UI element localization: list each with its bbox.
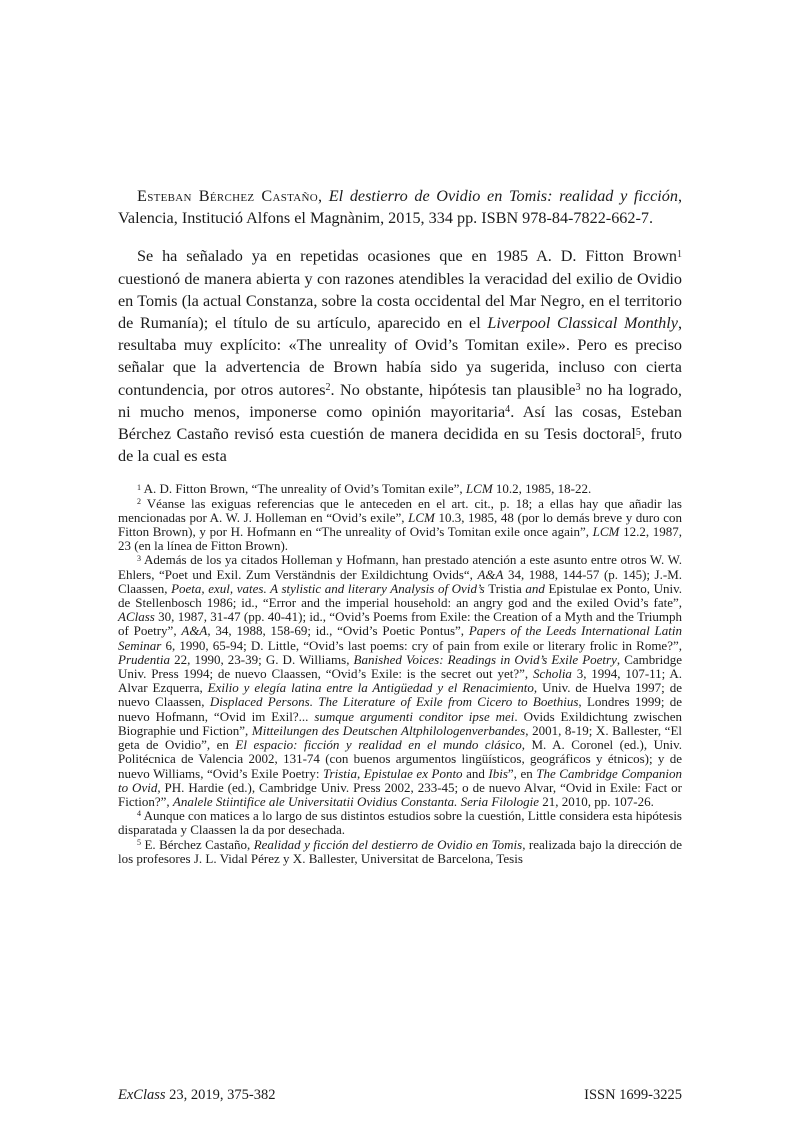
text-run: Epistulae ex Ponto [363,765,463,781]
footnote-ref: 1 [676,248,682,260]
footnote-ref: 5 [137,837,142,847]
text-run: , Univ. de Stellenbosch 1986; id., “Error and the imperial household: an angry god and the exiled Ovid’s fate”, [118,580,683,611]
text-run: El espacio: ficción y realidad en el mundo clásico [235,737,522,753]
text-run: ”, en [507,765,537,781]
text-run: , fruto de la cual es esta [118,425,682,466]
text-run: , resultaba muy explícito: «The unreality of Ovid’s Tomitan exile». Pero es preciso señalar que la advertencia de Brown había sido ya sugerida, incluso con cierta contundencia, por otros autores [118,314,683,399]
footnote-5 [118,838,682,866]
footnote-ref: 3 [575,382,581,394]
text-run: and [521,580,549,596]
text-run: 30, 1987, 31-47 (pp. 40-41); id., “Ovid’s Poems from Exile: the Creation of a Myth and the Triumph of Poetry”, [118,609,682,639]
text-run: AClass [118,609,155,625]
text-run: , M. A. Coronel (ed.), Univ. Politécnica de Valencia 2002, 131-74 (con buenos argumentos lingüísticos, geográficos y étnicos); y de nuevo Williams, “Ovid’s Exile Poetry: [118,737,683,781]
footnote-ref: 2 [137,497,142,507]
text-run: Analele Stiintifice ale Universitatii Ovidius Constanta. Seria Filologie [172,793,540,809]
text-run: El destierro de Ovidio en Tomis: realidad y ficción [328,187,678,205]
text-run: LCM [592,524,620,540]
text-block [118,185,682,866]
text-run: , Londres 1999; de nuevo Hofmann, “Ovid im Exil?... [118,694,683,724]
text-run: Tristia [323,765,357,781]
text-run: Aunque con matices a lo largo de sus distintos estudios sobre la cuestión, Little considera esta hipótesis disparatada y Claassen la da por desechada. [118,808,682,838]
text-run: , Univ. de Huelva 1997; de nuevo Claassen, [118,680,682,710]
text-run: Liverpool Classical Monthly [487,314,678,333]
text-run: Se ha señalado ya en repetidas ocasiones que en 1985 A. D. Fitton Brown [137,247,677,266]
text-run: Scholia [532,666,572,682]
text-run: , 34, 1988, 158-69; id., “Ovid’s Poetic Pontus”, [207,623,469,639]
text-run: Banished Voices: Readings in Ovid’s Exile Poetry [353,651,617,667]
text-run: Prudentia [118,651,170,667]
review-heading [118,185,682,229]
text-run: 21, 2010, pp. 107-26. [539,793,654,809]
text-run: A. D. Fitton Brown, “The unreality of Ovid’s Tomitan exile”, [141,481,466,497]
body-paragraph [118,245,682,467]
journal-volume-pages [118,1086,276,1104]
text-run: E. Bérchez Castaño, [141,836,254,852]
footnote-ref: 3 [137,553,142,563]
text-run: Además de los ya citados Holleman y Hofmann, han prestado atención a este asunto entre otros W. W. Ehlers, “Poet und Exil. Zum Verständnis der Exildichtung Ovids“, [118,552,682,582]
text-run: The Cambridge Companion to Ovid [118,765,683,795]
footnote-ref: 4 [505,404,511,416]
footnote-3 [118,553,682,809]
page-footer [118,1086,682,1104]
text-run: , [357,765,364,781]
text-run: 22, 1990, 23-39; G. D. Williams, [170,651,354,667]
text-run: 10.2, 1985, 18-22. [492,481,592,497]
text-run: 10.3, 1985, 48 (por lo demás breve y duro con Fitton Brown), y por H. Hofmann en “The unreality of Ovid’s Tomitan exile once again”, [118,509,682,540]
text-run: Exilio y elegía latina entre la Antigüedad y el Renacimiento [207,680,534,696]
text-run: no ha logrado, ni mucho menos, imponerse como opinión mayoritaria [118,380,682,421]
text-run: 23, 2019, 375-382 [165,1087,276,1103]
footnote-2 [118,497,682,554]
text-run: , Valencia, Institució Alfons el Magnànim, 2015, 334 pp. ISBN 978-84-7822-662-7. [118,187,683,228]
text-run: , Cambridge Univ. Press 1994; de nuevo Claassen, “Ovid’s Exile: is the secret out yet?”, [118,651,683,682]
text-run: A&A [477,566,504,582]
footnote-ref: 5 [635,426,641,438]
footnote-ref: 2 [325,382,331,394]
issn-number: ISSN 1699-3225 [584,1087,682,1103]
text-run: Realidad y ficción del destierro de Ovidio en Tomis [253,836,523,852]
text-run: 12.2, 1987, 23 (en la línea de Fitton Brown). [118,524,683,554]
text-run: . No obstante, hipótesis tan plausible [330,380,576,399]
footnotes-section [118,482,682,865]
footnote-4 [118,809,682,837]
text-run: Papers of the Leeds International Latin Seminar [118,623,682,653]
footnote-1 [118,482,682,496]
text-run: ExClass [118,1087,166,1103]
text-run: , realizada bajo la dirección de los profesores J. L. Vidal Pérez y X. Ballester, Universitat de Barcelona, Tesis [118,836,682,866]
text-run: Poeta, exul, vates. A stylistic and literary Analysis of Ovid’s [171,580,489,596]
text-run: Mitteilungen des Deutschen Altphilologenverbandes [251,722,526,738]
text-run: and [462,765,489,781]
text-run: LCM [465,481,493,497]
text-run: Esteban Bérchez Castaño [137,187,319,205]
text-run: , 2001, 8-19; X. Ballester, “El geta de Ovidio”, en [118,722,682,753]
text-run: LCM [408,509,435,525]
text-run: . Así las cosas, Esteban Bérchez Castaño revisó esta cuestión de manera decidida en su Tesis doctoral [118,402,682,444]
text-run: Tristia [488,580,522,596]
text-run: 3, 1994, 107-11; A. Alvar Ezquerra, [118,666,682,696]
text-run: Ibis [488,765,508,781]
footnote-ref: 4 [137,809,142,819]
footnote-ref: 1 [137,482,142,492]
text-run: 6, 1990, 65-94; D. Little, “Ovid’s last poems: cry of pain from exile or literary frolic in Rome?”, [161,637,682,653]
text-run: cuestionó de manera abierta y con razones atendibles la veracidad del exilio de Ovidio en Tomis (la actual Constanza, sobre la costa occidental del Mar Negro, en el territorio de Rumanía); el título de su artículo, aparecido en el [118,269,682,333]
text-run: Véanse las exiguas referencias que le anteceden en el art. cit., p. 18; a ellas hay que añadir las mencionadas por A. W. J. Holleman en “Ovid’s exile”, [118,495,682,525]
text-run: . Ovids Exildichtung zwischen Biographie und Fiction”, [118,708,682,738]
text-run: 34, 1988, 144-57 (p. 145); J.-M. Claassen, [118,566,682,596]
text-run: , PH. Hardie (ed.), Cambridge Univ. Press 2002, 233-45; o de nuevo Alvar, “Ovid in Exile: Fact or Fiction?”, [118,779,683,809]
text-run: , [318,187,329,205]
text-run: Epistulae ex Ponto [548,580,647,596]
text-run: Displaced Persons. The Literature of Exile from Cicero to Boethius [209,694,579,710]
text-run: A&A [181,623,208,639]
text-run: sumque argumenti conditor ipse mei [314,708,515,724]
